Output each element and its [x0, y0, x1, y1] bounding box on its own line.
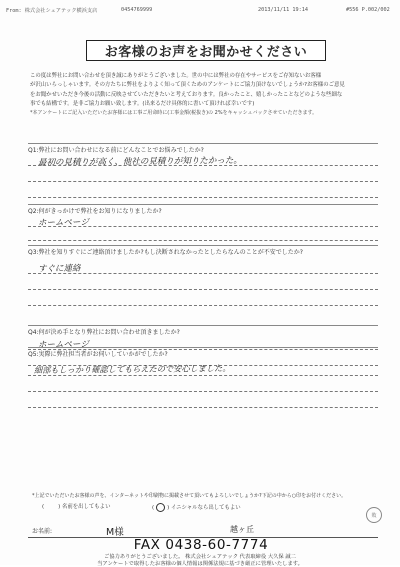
intro-line: 事でも結構です。是非ご協力お願い致します。(出来るだけ具体的に書いて頂ければ幸いです) [30, 100, 255, 107]
fax-number: 0454769999 [121, 7, 153, 13]
question-label: Q1:弊社にお問い合わせになる前にどんなことでお悩みでしたか? [28, 147, 204, 154]
page-title [86, 40, 326, 61]
option-initials[interactable] [152, 503, 241, 513]
option-name-ok-blank [46, 503, 56, 510]
question-label: Q2:何がきっかけで弊社をお知りになりましたか? [28, 208, 162, 215]
footer-thanks: ご協力ありがとうございました。 株式会社シェアテック 代表取締役 大久保 誠二 [103, 554, 297, 560]
intro-line: をお聞かせいただき今後の活動に反映させていただきたいと考えております。良かったこと、嬉しかったことなどのような些細な [30, 91, 343, 98]
question-1 [28, 143, 378, 203]
question-5 [28, 347, 378, 417]
fax-sender: From: 株式会社シェアテック横浜支店 [6, 8, 98, 14]
city-value: 越ヶ丘 [230, 525, 254, 534]
question-answer: 細部もしっかり確認してもらえたので安心しました。 [33, 362, 231, 376]
option-name-ok-paren: ) [58, 504, 61, 510]
fax-timestamp: 2013/11/11 19:14 [258, 7, 308, 13]
footer-company: 当アンケートで取得したお客様の個人情報は関係法規に基づき厳正に管理いたします。 [97, 561, 303, 567]
selected-circle-icon [156, 503, 165, 512]
option-name-ok-label: 名前を出してもよい [61, 504, 111, 510]
question-label: Q3:弊社を知りすぐにご連絡頂けましたか?もし決断されなかったとしたらなんのことが不安でしたか? [28, 249, 303, 256]
option-name-ok[interactable] [42, 503, 110, 512]
intro-text [30, 72, 380, 118]
question-label: Q5:実際に弊社担当者がお伺いしていかがでしたか? [28, 351, 168, 358]
intro-line: この度は弊社にお問い合わせを頂き誠にありがとうございました。世の中には弊社の存在やサービスをご存知ないお客様 [30, 73, 322, 79]
fax-header [6, 7, 394, 17]
question-label: Q4:何が決め手となり弊社にお問い合わせ頂きましたか? [28, 329, 180, 336]
name-label: お名前: [32, 528, 53, 535]
seal-stamp-icon: 敗 [366, 507, 382, 523]
fax-return-text: FAX 0438-60-7774 [133, 537, 269, 553]
option-initials-paren: ( [152, 505, 155, 511]
question-3 [28, 245, 378, 323]
option-initials-paren: ) [167, 505, 170, 511]
consent-text: *上記でいただいたお客様の声を、インターネットや印刷物に掲載させて頂いてもよろしいでしょうか?下記の中から○印をお付けください。 [32, 493, 347, 499]
question-answer: ホームページ [37, 217, 89, 229]
name-value: M様 [106, 527, 124, 538]
question-answer: すぐに連絡 [37, 263, 81, 275]
page-title-text: お客様のお声をお聞かせください [104, 45, 308, 60]
option-name-ok-paren: ( [42, 504, 45, 510]
option-initials-label: イニシャルなら出してもよい [170, 505, 241, 511]
intro-note: *本アンケートにご記入いただいたお客様には工事ご用命時に(工事金額(税抜き)の 2%をキャッシュバックさせていただきます。 [30, 110, 318, 117]
question-answer: ホームページ [37, 339, 89, 351]
name-row [28, 523, 378, 538]
fax-page: #556 P.002/002 [346, 7, 390, 13]
question-answer: 最初の見積りが高く、他社の見積りが知りたかった。 [37, 155, 242, 169]
intro-line: が沢山いらっしゃいます。その方たちに弊社をよりよく知って頂くためのアンケートにご協力頂けないでしょうか?お客様のご意見 [30, 82, 345, 89]
question-2 [28, 204, 378, 244]
fax-return-number [0, 537, 400, 553]
